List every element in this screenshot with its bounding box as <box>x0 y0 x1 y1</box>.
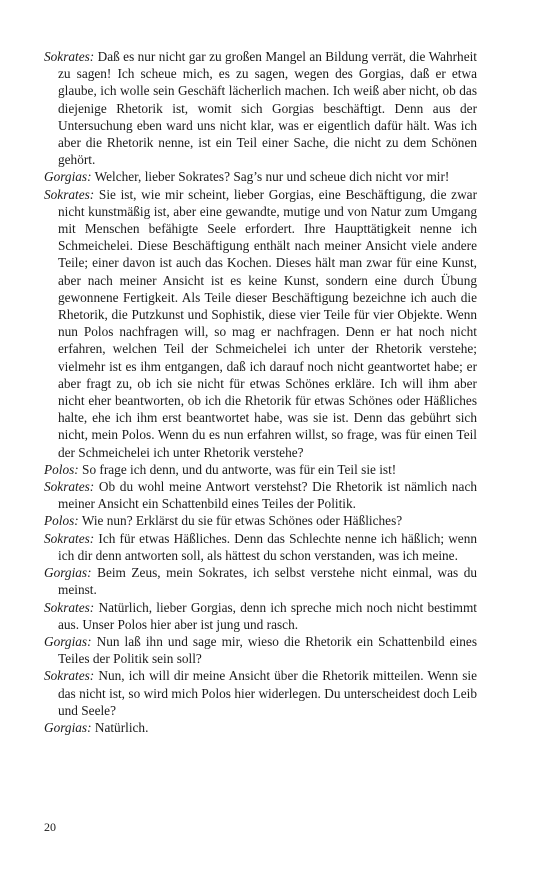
speech-paragraph <box>44 530 477 564</box>
speech-paragraph <box>44 667 477 719</box>
speech-text: Welcher, lieber Sokrates? Sag’s nur und scheue dich nicht vor mir! <box>94 169 450 185</box>
speaker-name: Gorgias: <box>44 719 92 735</box>
speech-text: Ich für etwas Häßliches. Denn das Schlechte nenne ich häßlich; wenn ich dir denn antworten soll, als hättest du schon verstanden, was ich meine. <box>58 530 477 563</box>
speech-text: So frage ich denn, und du antworte, was für ein Teil sie ist! <box>82 461 397 477</box>
speech-paragraph <box>44 186 477 461</box>
speech-text: Natürlich. <box>94 719 149 735</box>
speech-paragraph <box>44 478 477 512</box>
speaker-name: Sokrates: <box>44 530 95 546</box>
speech-paragraph <box>44 168 477 185</box>
speaker-name: Sokrates: <box>44 186 95 202</box>
speech-text: Natürlich, lieber Gorgias, denn ich spreche mich noch nicht bestimmt aus. Unser Polos hier aber ist jung und rasch. <box>58 599 477 632</box>
speech-text: Wie nun? Erklärst du sie für etwas Schönes oder Häßliches? <box>81 513 403 529</box>
speech-text: Daß es nur nicht gar zu großen Mangel an Bildung verrät, die Wahrheit zu sagen! Ich scheue mich, es zu sagen, wegen des Gorgias, daß er etwa glaube, ich wolle sein Geschäft lächerlich machen. Ich weiß aber nicht, ob das diejenige Rhetorik ist, womit sich Gorgias beschäftigt. Denn aus der Untersuchung eben ward uns nicht klar, was er eigentlich dafür hält. Was ich aber die Rhetorik nenne, ist ein Teil einer Sache, die nicht zu dem Schönen gehört. <box>58 49 477 168</box>
page-number: 20 <box>44 820 56 834</box>
speech-paragraph <box>44 564 477 598</box>
speaker-name: Polos: <box>44 513 79 529</box>
speech-paragraph <box>44 633 477 667</box>
speech-text: Sie ist, wie mir scheint, lieber Gorgias, eine Beschäftigung, die zwar nicht kunstmäßig ist, aber eine gewandte, mutige und von Natur zum Umgang mit Menschen befähigte Seele erfordert. Ihre Haupttätigkeit nenne ich Schmeichelei. Diese Beschäftigung enthält nach meiner Ansicht viele andere Teile; einer davon ist auch das Kochen. Dieses hält man zwar für eine Kunst, aber nach meiner Ansicht ist es keine Kunst, sondern eine durch Übung gewonnene Fertigkeit. Als Teile dieser Beschäftigung bezeichne ich auch die Rhetorik, die Putzkunst und Sophistik, diese vier Teile für vier Objekte. Wenn nun Polos nachfragen will, so mag er nachfragen. Denn er hat noch nicht erfahren, welchen Teil der Schmeichelei ich unter der Rhetorik verstehe; vielmehr ist es ihm entgangen, daß ich darauf noch nicht geantwortet habe; er aber fragt zu, ob ich sie nicht für etwas Schönes erkläre. Ich will ihm aber nicht eher beantworten, ob ich die Rhetorik für etwas Schönes oder Häßliches halte, ehe ich ihm erst beantwortet habe, was sie ist. Denn das gebührt sich nicht, mein Polos. Wenn du es nun erfahren willst, so frage, was für einen Teil der Schmeichelei ich unter Rhetorik verstehe? <box>58 186 477 460</box>
speech-paragraph <box>44 512 477 529</box>
speaker-name: Gorgias: <box>44 169 92 185</box>
speech-paragraph <box>44 48 477 168</box>
speech-text: Nun, ich will dir meine Ansicht über die Rhetorik mitteilen. Wenn sie das nicht ist, so wird mich Polos hier widerlegen. Du unterscheidest doch Leib und Seele? <box>58 668 477 718</box>
speaker-name: Sokrates: <box>44 479 95 495</box>
speaker-name: Sokrates: <box>44 49 95 64</box>
speech-paragraph <box>44 461 477 478</box>
speech-paragraph <box>44 599 477 633</box>
speaker-name: Sokrates: <box>44 668 95 684</box>
page-body <box>44 48 477 736</box>
speaker-name: Gorgias: <box>44 633 92 649</box>
speech-text: Ob du wohl meine Antwort verstehst? Die Rhetorik ist nämlich nach meiner Ansicht ein Schattenbild eines Teiles der Politik. <box>58 479 477 512</box>
speech-text: Nun laß ihn und sage mir, wieso die Rhetorik ein Schattenbild eines Teiles der Politik sein soll? <box>58 633 477 667</box>
speech-paragraph <box>44 719 477 736</box>
speech-text: Beim Zeus, mein Sokrates, ich selbst verstehe nicht einmal, was du meinst. <box>58 565 478 598</box>
speaker-name: Sokrates: <box>44 599 95 615</box>
speaker-name: Gorgias: <box>44 565 92 581</box>
speaker-name: Polos: <box>44 461 79 477</box>
